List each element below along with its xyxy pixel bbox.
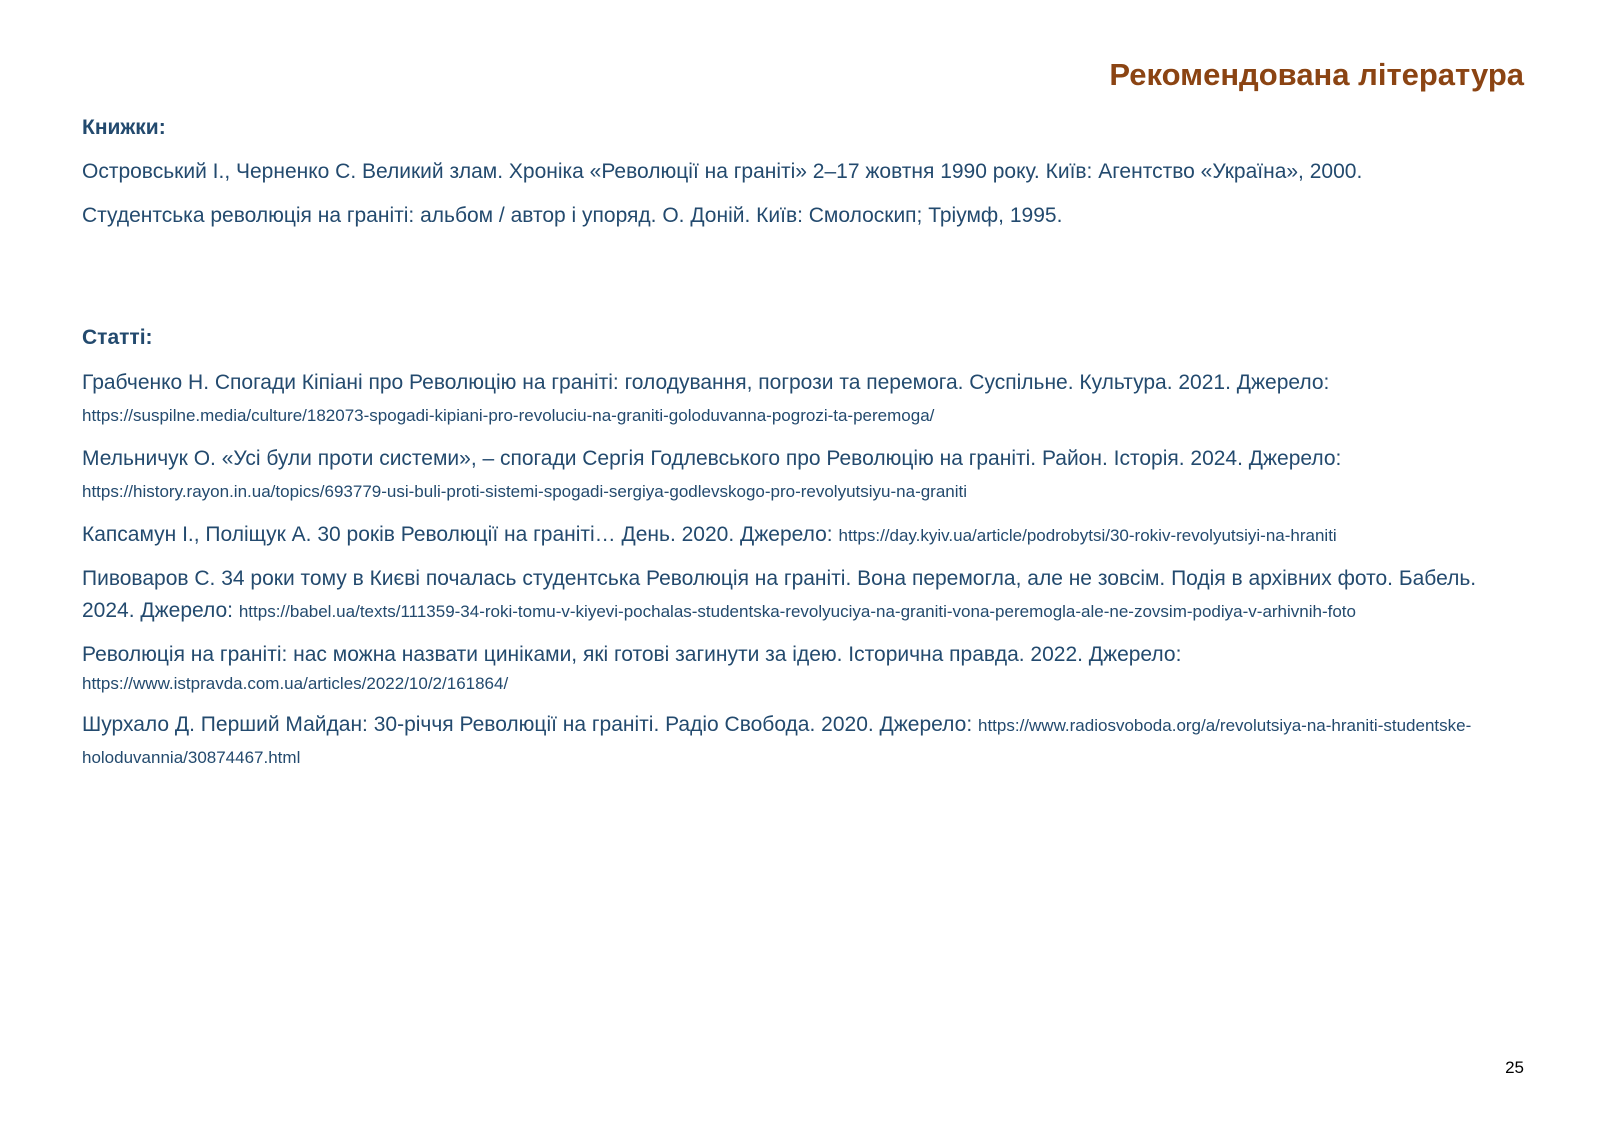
article-citation: Пивоваров С. 34 роки тому в Києві почалась студентська Революція на граніті. Вона перемогла, але не зовсім. Подія в архівних фото. Бабель. 2024. Джерело: <box>82 567 1477 622</box>
articles-heading: Статті: <box>82 326 153 349</box>
article-citation: Шурхало Д. Перший Майдан: 30-річчя Революції на граніті. Радіо Свобода. 2020. Джерело: <box>82 713 973 736</box>
articles-list <box>82 367 1524 785</box>
article-entry <box>82 639 1524 697</box>
book-entry: Студентська революція на граніті: альбом / автор і упоряд. О. Доній. Київ: Смолоскип; Тріумф, 1995. <box>82 204 1063 227</box>
article-link[interactable]: https://history.rayon.in.ua/topics/693779-usi-buli-proti-sistemi-spogadi-sergiya-godlevskogo-pro-revolyutsiyu-na-graniti <box>82 482 968 501</box>
page-title: Рекомендована література <box>1109 57 1524 92</box>
article-entry <box>82 519 1524 551</box>
article-citation: Грабченко Н. Спогади Кіпіані про Революцію на граніті: голодування, погрози та перемога. Суспільне. Культура. 2021. Джерело: <box>82 371 1330 394</box>
book-entry: Островський І., Черненко С. Великий злам. Хроніка «Революції на граніті» 2–17 жовтня 1990 року. Київ: Агентство «Україна», 2000. <box>82 160 1363 183</box>
article-link[interactable]: https://babel.ua/texts/111359-34-roki-tomu-v-kiyevi-pochalas-studentska-revolyuciya-na-graniti-vona-peremogla-ale-ne-zovsim-podiya-v-arhivnih-foto <box>238 602 1356 621</box>
page-number: 25 <box>1505 1058 1524 1077</box>
article-link[interactable]: https://www.radiosvoboda.org/a/revolutsiya-na-hraniti-studentske-holoduvannia/30874467.html <box>82 716 1472 767</box>
article-link[interactable]: https://suspilne.media/culture/182073-spogadi-kipiani-pro-revoluciu-na-graniti-goloduvanna-pogrozi-ta-peremoga/ <box>82 406 935 425</box>
article-citation: Революція на граніті: нас можна назвати циніками, які готові загинути за ідею. Історична правда. 2022. Джерело: <box>82 643 1182 666</box>
article-citation: Капсамун І., Поліщук А. 30 років Революції на граніті… День. 2020. Джерело: <box>82 523 833 546</box>
article-entry <box>82 563 1524 627</box>
article-entry <box>82 709 1524 773</box>
document-page <box>82 0 1524 1132</box>
article-link[interactable]: https://day.kyiv.ua/article/podrobytsi/30-rokiv-revolyutsiyi-na-hraniti <box>838 526 1337 545</box>
article-link[interactable]: https://www.istpravda.com.ua/articles/2022/10/2/161864/ <box>82 674 509 693</box>
article-entry <box>82 367 1524 431</box>
books-list <box>82 156 1524 244</box>
books-heading: Книжки: <box>82 116 166 139</box>
article-citation: Мельничук О. «Усі були проти системи», – спогади Сергія Годлевського про Революцію на граніті. Район. Історія. 2024. Джерело: <box>82 447 1342 470</box>
article-entry <box>82 443 1524 507</box>
